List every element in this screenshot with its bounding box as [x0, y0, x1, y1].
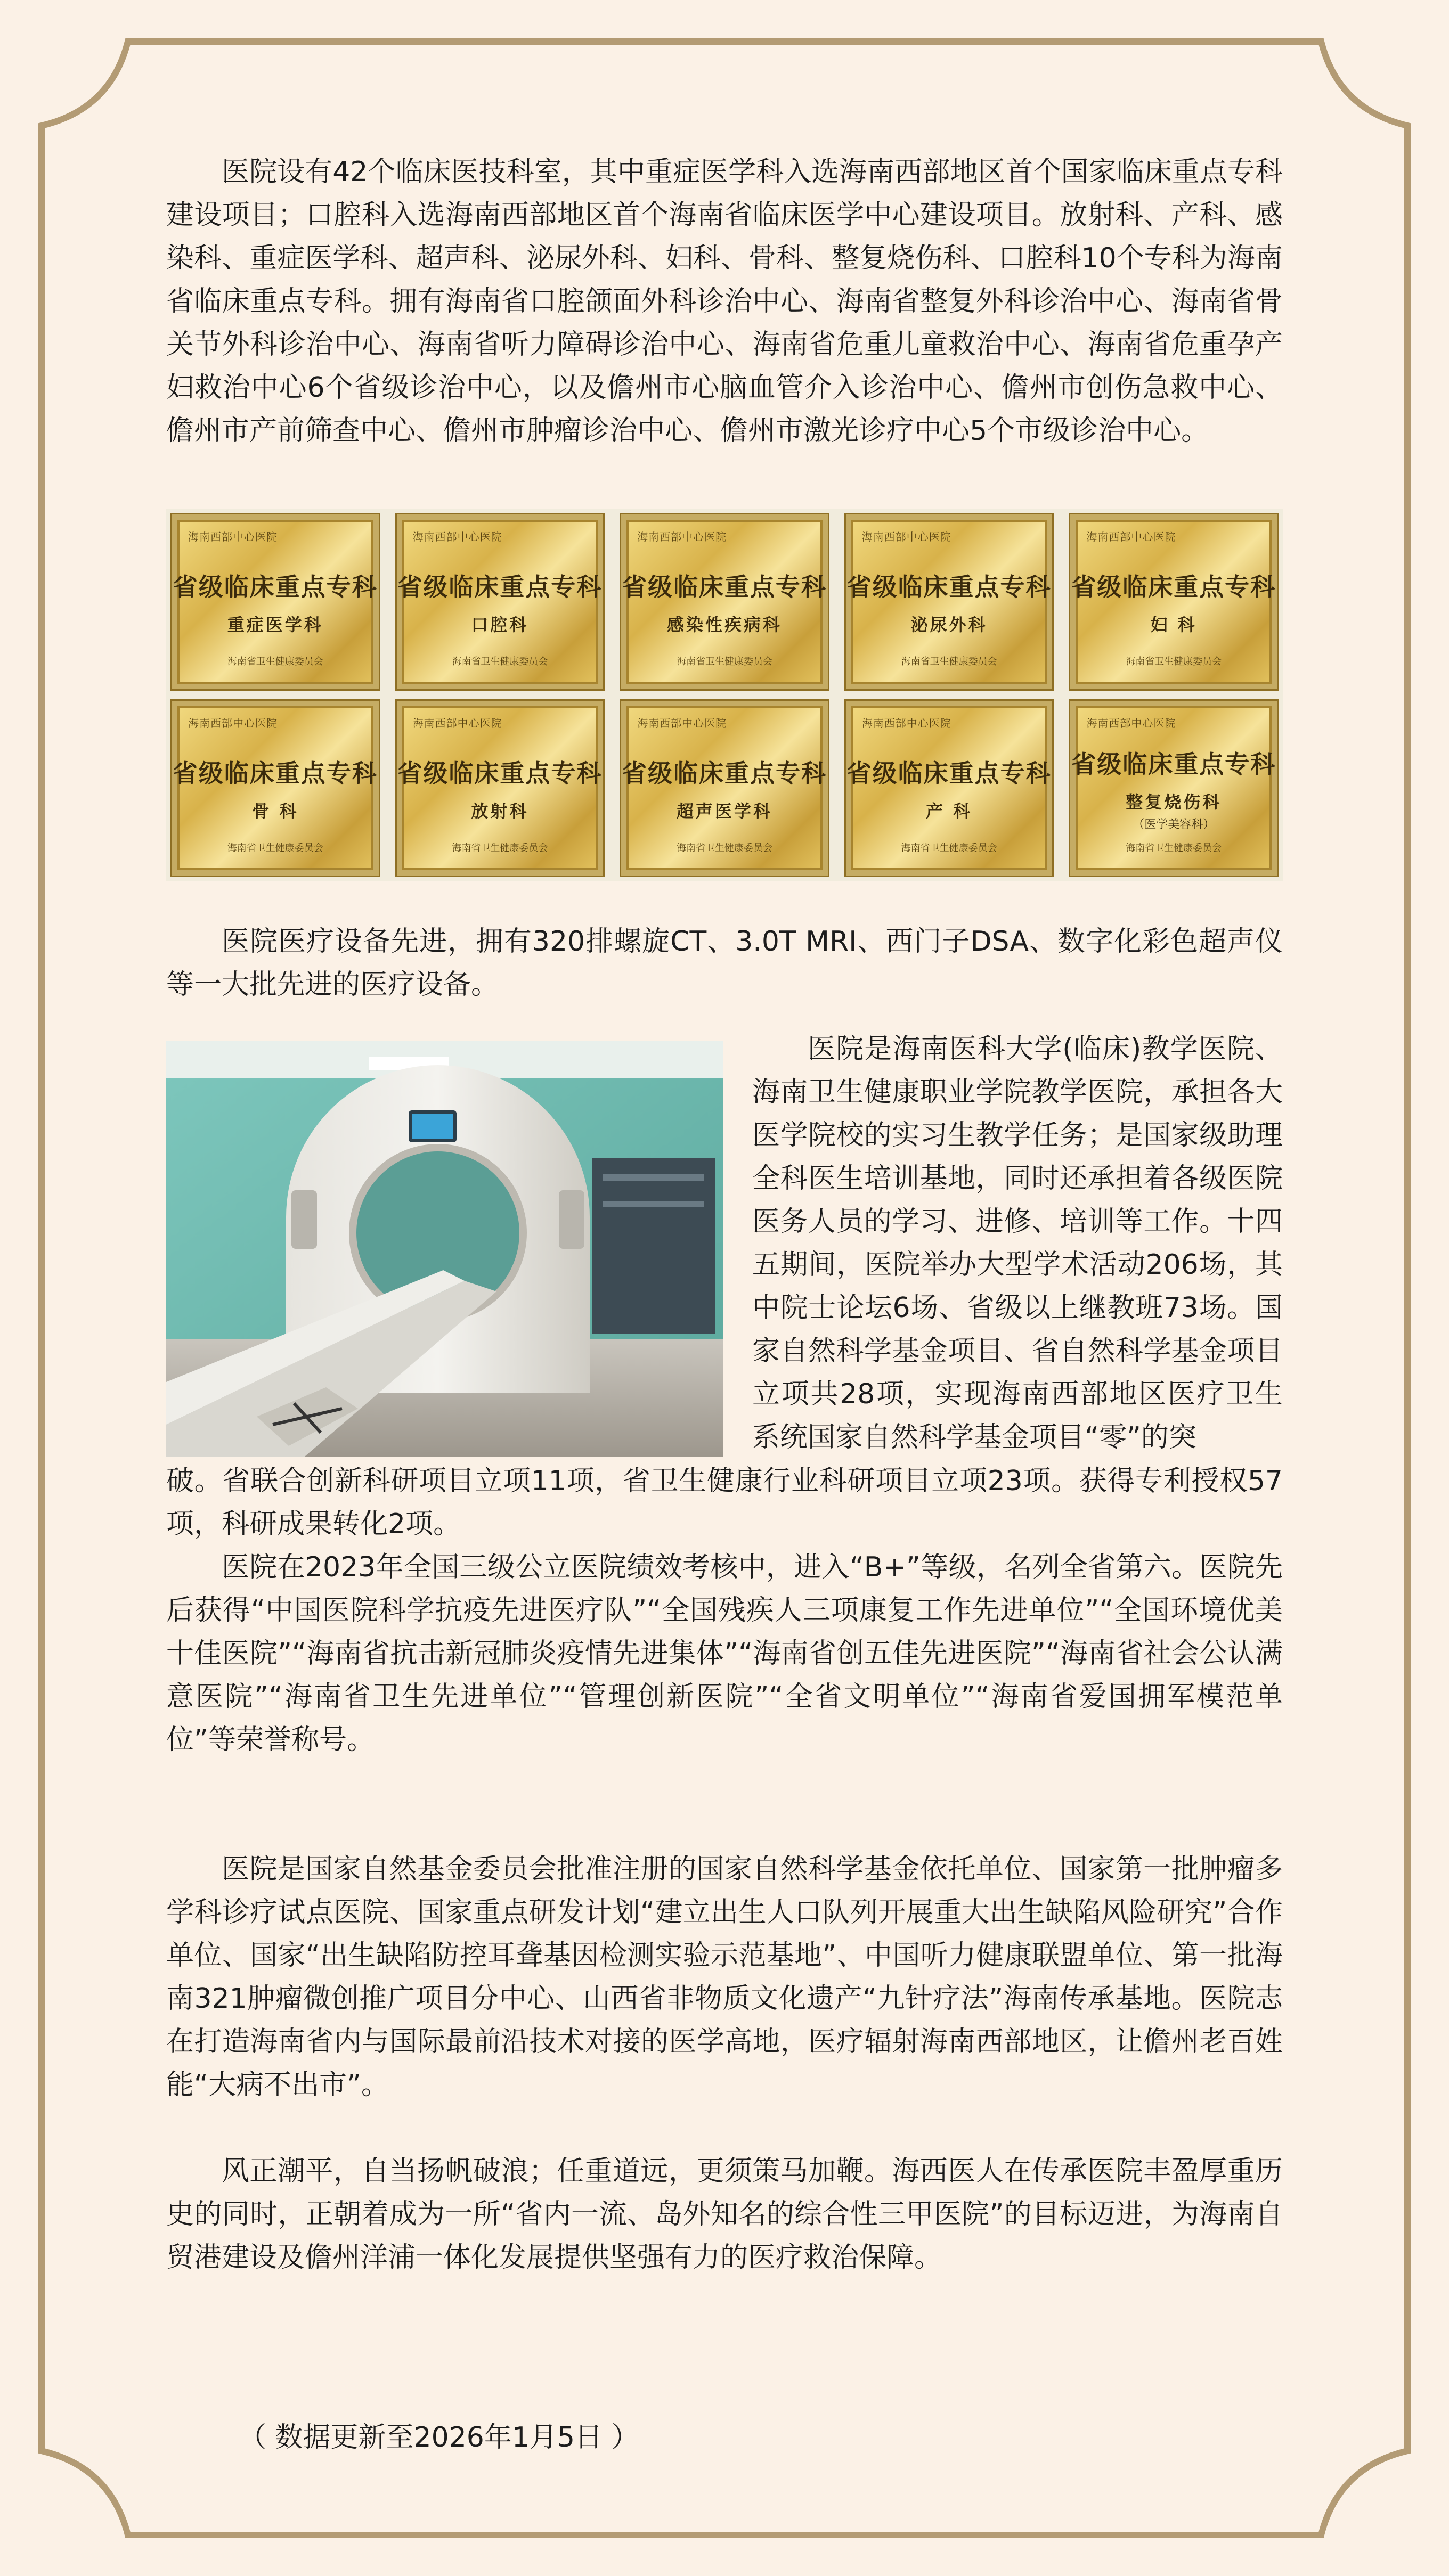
plaque-logo-text: 海南西部中心医院: [412, 530, 502, 543]
plaque-specialty-name: 整复烧伤科: [1126, 791, 1222, 812]
article-content: [166, 0, 1283, 2576]
paragraph-honors: 医院在2023年全国三级公立医院绩效考核中，进入“B+”等级，名列全省第六。医院先后获得“中国医院科学抗疫先进医疗队”“全国残疾人三项康复工作先进单位”“全国环境优美十佳医院”“海南省抗击新冠肺炎疫情先进集体”“海南省创五佳先进医院”“海南省社会公认满意医院”“海南省卫生先进单位”“管理创新医院”“全省文明单位”“海南省爱国拥军模范单位”等荣誉称号。: [166, 1551, 1283, 1756]
plaque-specialty-name: 骨 科: [252, 801, 299, 821]
specialty-plaque: [395, 513, 605, 691]
plaque-logo-text: 海南西部中心医院: [412, 717, 502, 730]
plaque-subtitle: （医学美容科）: [1133, 817, 1215, 831]
plaque-logo-text: 海南西部中心医院: [1086, 717, 1176, 730]
specialty-plaque: [620, 513, 829, 691]
plaque-title: 省级临床重点专科: [397, 759, 603, 788]
plaque-logo-text: 海南西部中心医院: [637, 717, 727, 730]
specialty-plaque: [170, 513, 380, 691]
plaque-issuer: 海南省卫生健康委员会: [676, 843, 772, 854]
plaque-specialty-name: 泌尿外科: [910, 615, 988, 635]
plaque-issuer: 海南省卫生健康委员会: [1126, 843, 1222, 854]
specialty-plaque: [1069, 513, 1279, 691]
plaque-logo-text: 海南西部中心医院: [861, 717, 951, 730]
plaque-specialty-name: 超声医学科: [676, 801, 772, 821]
paragraph-teaching-research: 医院是海南医科大学(临床)教学医院、海南卫生健康职业学院教学医院，承担各大医学院校的实习生教学任务；是国家级助理全科医生培训基地，同时还承担着各级医院医务人员的学习、进修、培训等工作。十四五期间，医院举办大型学术活动206场，其中院士论坛6场、省级以上继教班73场。国家自然科学基金项目、省自然科学基金项目立项共28项，实现海南西部地区医疗卫生系统国家自然科学基金项目“零”的突: [752, 1033, 1283, 1453]
plaque-title: 省级临床重点专科: [173, 573, 378, 601]
plaque-specialty-name: 感染性疾病科: [666, 615, 782, 635]
plaque-title: 省级临床重点专科: [846, 759, 1052, 788]
plaque-logo-text: 海南西部中心医院: [861, 530, 951, 543]
plaque-specialty-name: 妇 科: [1150, 615, 1197, 635]
plaque-issuer: 海南省卫生健康委员会: [901, 656, 997, 667]
plaque-specialty-name: 放射科: [471, 801, 529, 821]
plaque-title: 省级临床重点专科: [173, 759, 378, 788]
plaque-specialty-name: 口腔科: [471, 615, 529, 635]
plaque-title: 省级临床重点专科: [622, 759, 827, 788]
plaque-issuer: 海南省卫生健康委员会: [452, 656, 548, 667]
paragraph-teaching-research-continued: 破。省联合创新科研项目立项11项，省卫生健康行业科研项目立项23项。获得专利授权57项，科研成果转化2项。: [166, 1465, 1283, 1540]
paragraph-equipment: 医院医疗设备先进，拥有320排螺旋CT、3.0T MRI、西门子DSA、数字化彩色超声仪等一大批先进的医疗设备。: [166, 926, 1283, 1001]
plaque-title: 省级临床重点专科: [622, 573, 827, 601]
plaque-specialty-name: 产 科: [926, 801, 973, 821]
plaque-logo-text: 海南西部中心医院: [188, 717, 278, 730]
plaque-title: 省级临床重点专科: [1071, 749, 1276, 779]
specialty-plaque: [844, 513, 1054, 691]
plaque-issuer: 海南省卫生健康委员会: [1126, 656, 1222, 667]
specialty-plaque: [170, 699, 380, 877]
specialty-plaque: [1069, 699, 1279, 877]
plaque-issuer: 海南省卫生健康委员会: [227, 656, 323, 667]
paragraph-departments: 医院设有42个临床医技科室，其中重症医学科入选海南西部地区首个国家临床重点专科建设项目；口腔科入选海南西部地区首个海南省临床医学中心建设项目。放射科、产科、感染科、重症医学科、超声科、泌尿外科、妇科、骨科、整复烧伤科、口腔科10个专科为海南省临床重点专科。拥有海南省口腔颌面外科诊治中心、海南省整复外科诊治中心、海南省骨关节外科诊治中心、海南省听力障碍诊治中心、海南省危重儿童救治中心、海南省危重孕产妇救治中心6个省级诊治中心，以及儋州市心脑血管介入诊治中心、儋州市创伤急救中心、儋州市产前筛查中心、儋州市肿瘤诊治中心、儋州市激光诊疗中心5个市级诊治中心。: [166, 156, 1283, 447]
plaque-title: 省级临床重点专科: [1071, 573, 1276, 601]
plaque-logo-text: 海南西部中心医院: [188, 530, 278, 543]
plaque-logo-text: 海南西部中心医院: [637, 530, 727, 543]
plaque-issuer: 海南省卫生健康委员会: [676, 656, 772, 667]
plaque-issuer: 海南省卫生健康委员会: [227, 843, 323, 854]
key-specialty-plaques-gallery: [166, 509, 1283, 881]
plaque-issuer: 海南省卫生健康委员会: [901, 843, 997, 854]
plaque-title: 省级临床重点专科: [397, 573, 603, 601]
data-update-note: （ 数据更新至2026年1月5日 ）: [239, 2422, 639, 2454]
ct-scanner-photo: [166, 1041, 723, 1457]
plaque-issuer: 海南省卫生健康委员会: [452, 843, 548, 854]
specialty-plaque: [620, 699, 829, 877]
specialty-plaque: [844, 699, 1054, 877]
paragraph-national-programs: 医院是国家自然基金委员会批准注册的国家自然科学基金依托单位、国家第一批肿瘤多学科诊疗试点医院、国家重点研发计划“建立出生人口队列开展重大出生缺陷风险研究”合作单位、国家“出生缺陷防控耳聋基因检测实验示范基地”、中国听力健康联盟单位、第一批海南321肿瘤微创推广项目分中心、山西省非物质文化遗产“九针疗法”海南传承基地。医院志在打造海南省内与国际最前沿技术对接的医学高地，医疗辐射海南西部地区，让儋州老百姓能“大病不出市”。: [166, 1853, 1283, 2101]
plaque-logo-text: 海南西部中心医院: [1086, 530, 1176, 543]
plaque-title: 省级临床重点专科: [846, 573, 1052, 601]
plaque-specialty-name: 重症医学科: [227, 615, 323, 635]
paragraph-outlook: 风正潮平，自当扬帆破浪；任重道远，更须策马加鞭。海西医人在传承医院丰盈厚重历史的同时，正朝着成为一所“省内一流、岛外知名的综合性三甲医院”的目标迈进，为海南自贸港建设及儋州洋浦一体化发展提供坚强有力的医疗救治保障。: [166, 2155, 1283, 2274]
specialty-plaque: [395, 699, 605, 877]
